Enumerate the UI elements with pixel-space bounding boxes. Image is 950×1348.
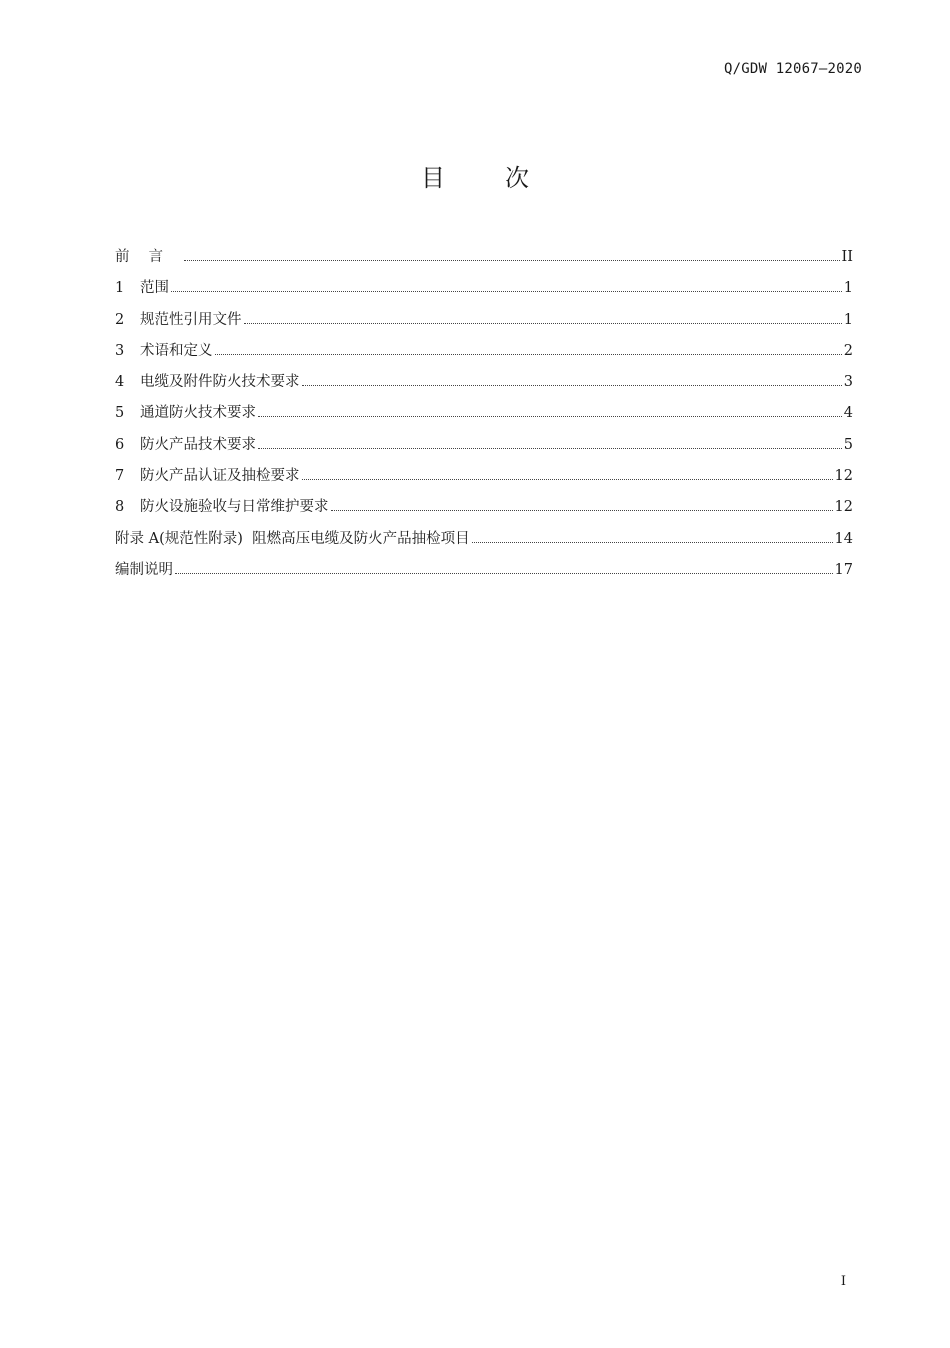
toc-entry-terms-definitions[interactable] xyxy=(115,340,853,371)
toc-entry-preface[interactable] xyxy=(115,246,853,277)
toc-entry-number: 4 xyxy=(115,374,125,391)
toc-leader-dots xyxy=(215,354,842,355)
toc-entry-page: 17 xyxy=(834,561,853,578)
toc-entry-page: 2 xyxy=(843,342,853,359)
toc-entry-page: 3 xyxy=(843,374,853,391)
toc-leader-dots xyxy=(472,542,833,543)
toc-entry-label: 防火产品技术要求 xyxy=(140,436,256,453)
toc-entry-number: 6 xyxy=(115,436,125,453)
toc-leader-dots xyxy=(258,448,842,449)
toc-entry-page: 12 xyxy=(834,499,853,516)
page-number: I xyxy=(840,1274,846,1289)
toc-entry-acceptance-maintenance[interactable] xyxy=(115,496,853,527)
toc-entry-page: 1 xyxy=(843,311,853,328)
toc-leader-dots xyxy=(244,323,842,324)
toc-leader-dots xyxy=(171,291,842,292)
toc-title xyxy=(0,158,950,193)
toc-title-char: 目 xyxy=(421,164,445,192)
toc-entry-certification-inspection[interactable] xyxy=(115,465,853,496)
toc-entry-page: 5 xyxy=(843,436,853,453)
toc-entry-label: 附录 A(规范性附录) 阻燃高压电缆及防火产品抽检项目 xyxy=(115,530,470,547)
toc-leader-dots xyxy=(302,479,833,480)
toc-entry-page: 14 xyxy=(834,530,853,547)
toc-entry-channel-fire-requirements[interactable] xyxy=(115,402,853,433)
toc-entry-page: 1 xyxy=(843,280,853,297)
toc-entry-label: 防火设施验收与日常维护要求 xyxy=(140,499,329,516)
toc-entry-label: 前言 xyxy=(115,249,182,265)
toc-leader-dots xyxy=(184,260,840,261)
toc-entry-normative-references[interactable] xyxy=(115,309,853,340)
toc-entry-product-requirements[interactable] xyxy=(115,434,853,465)
toc-leader-dots xyxy=(331,510,833,511)
toc-entry-label: 防火产品认证及抽检要求 xyxy=(140,468,300,485)
toc-leader-dots xyxy=(302,385,842,386)
toc-leader-dots xyxy=(258,416,842,417)
toc-entry-number: 7 xyxy=(115,468,125,485)
toc-entry-number: 3 xyxy=(115,342,125,359)
toc-entry-label: 通道防火技术要求 xyxy=(140,405,256,422)
toc-entry-page: II xyxy=(841,249,853,265)
toc-entry-label: 编制说明 xyxy=(115,561,173,578)
toc-leader-dots xyxy=(175,573,833,574)
toc-entry-compilation-notes[interactable] xyxy=(115,559,853,590)
toc-entry-appendix-a[interactable] xyxy=(115,528,853,559)
toc-entry-number: 1 xyxy=(115,280,125,297)
toc-entry-label: 电缆及附件防火技术要求 xyxy=(140,374,300,391)
toc-entry-label: 规范性引用文件 xyxy=(140,311,242,328)
toc-entry-number: 2 xyxy=(115,311,125,328)
document-id: Q/GDW 12067—2020 xyxy=(723,61,862,77)
table-of-contents xyxy=(115,246,853,590)
toc-entry-page: 4 xyxy=(843,405,853,422)
toc-entry-number: 8 xyxy=(115,499,125,516)
toc-entry-page: 12 xyxy=(834,468,853,485)
toc-title-char: 次 xyxy=(505,164,529,192)
toc-entry-label: 范围 xyxy=(140,280,169,297)
toc-entry-label: 术语和定义 xyxy=(140,342,213,359)
toc-entry-scope[interactable] xyxy=(115,277,853,308)
toc-entry-number: 5 xyxy=(115,405,125,422)
toc-entry-cable-fire-requirements[interactable] xyxy=(115,371,853,402)
